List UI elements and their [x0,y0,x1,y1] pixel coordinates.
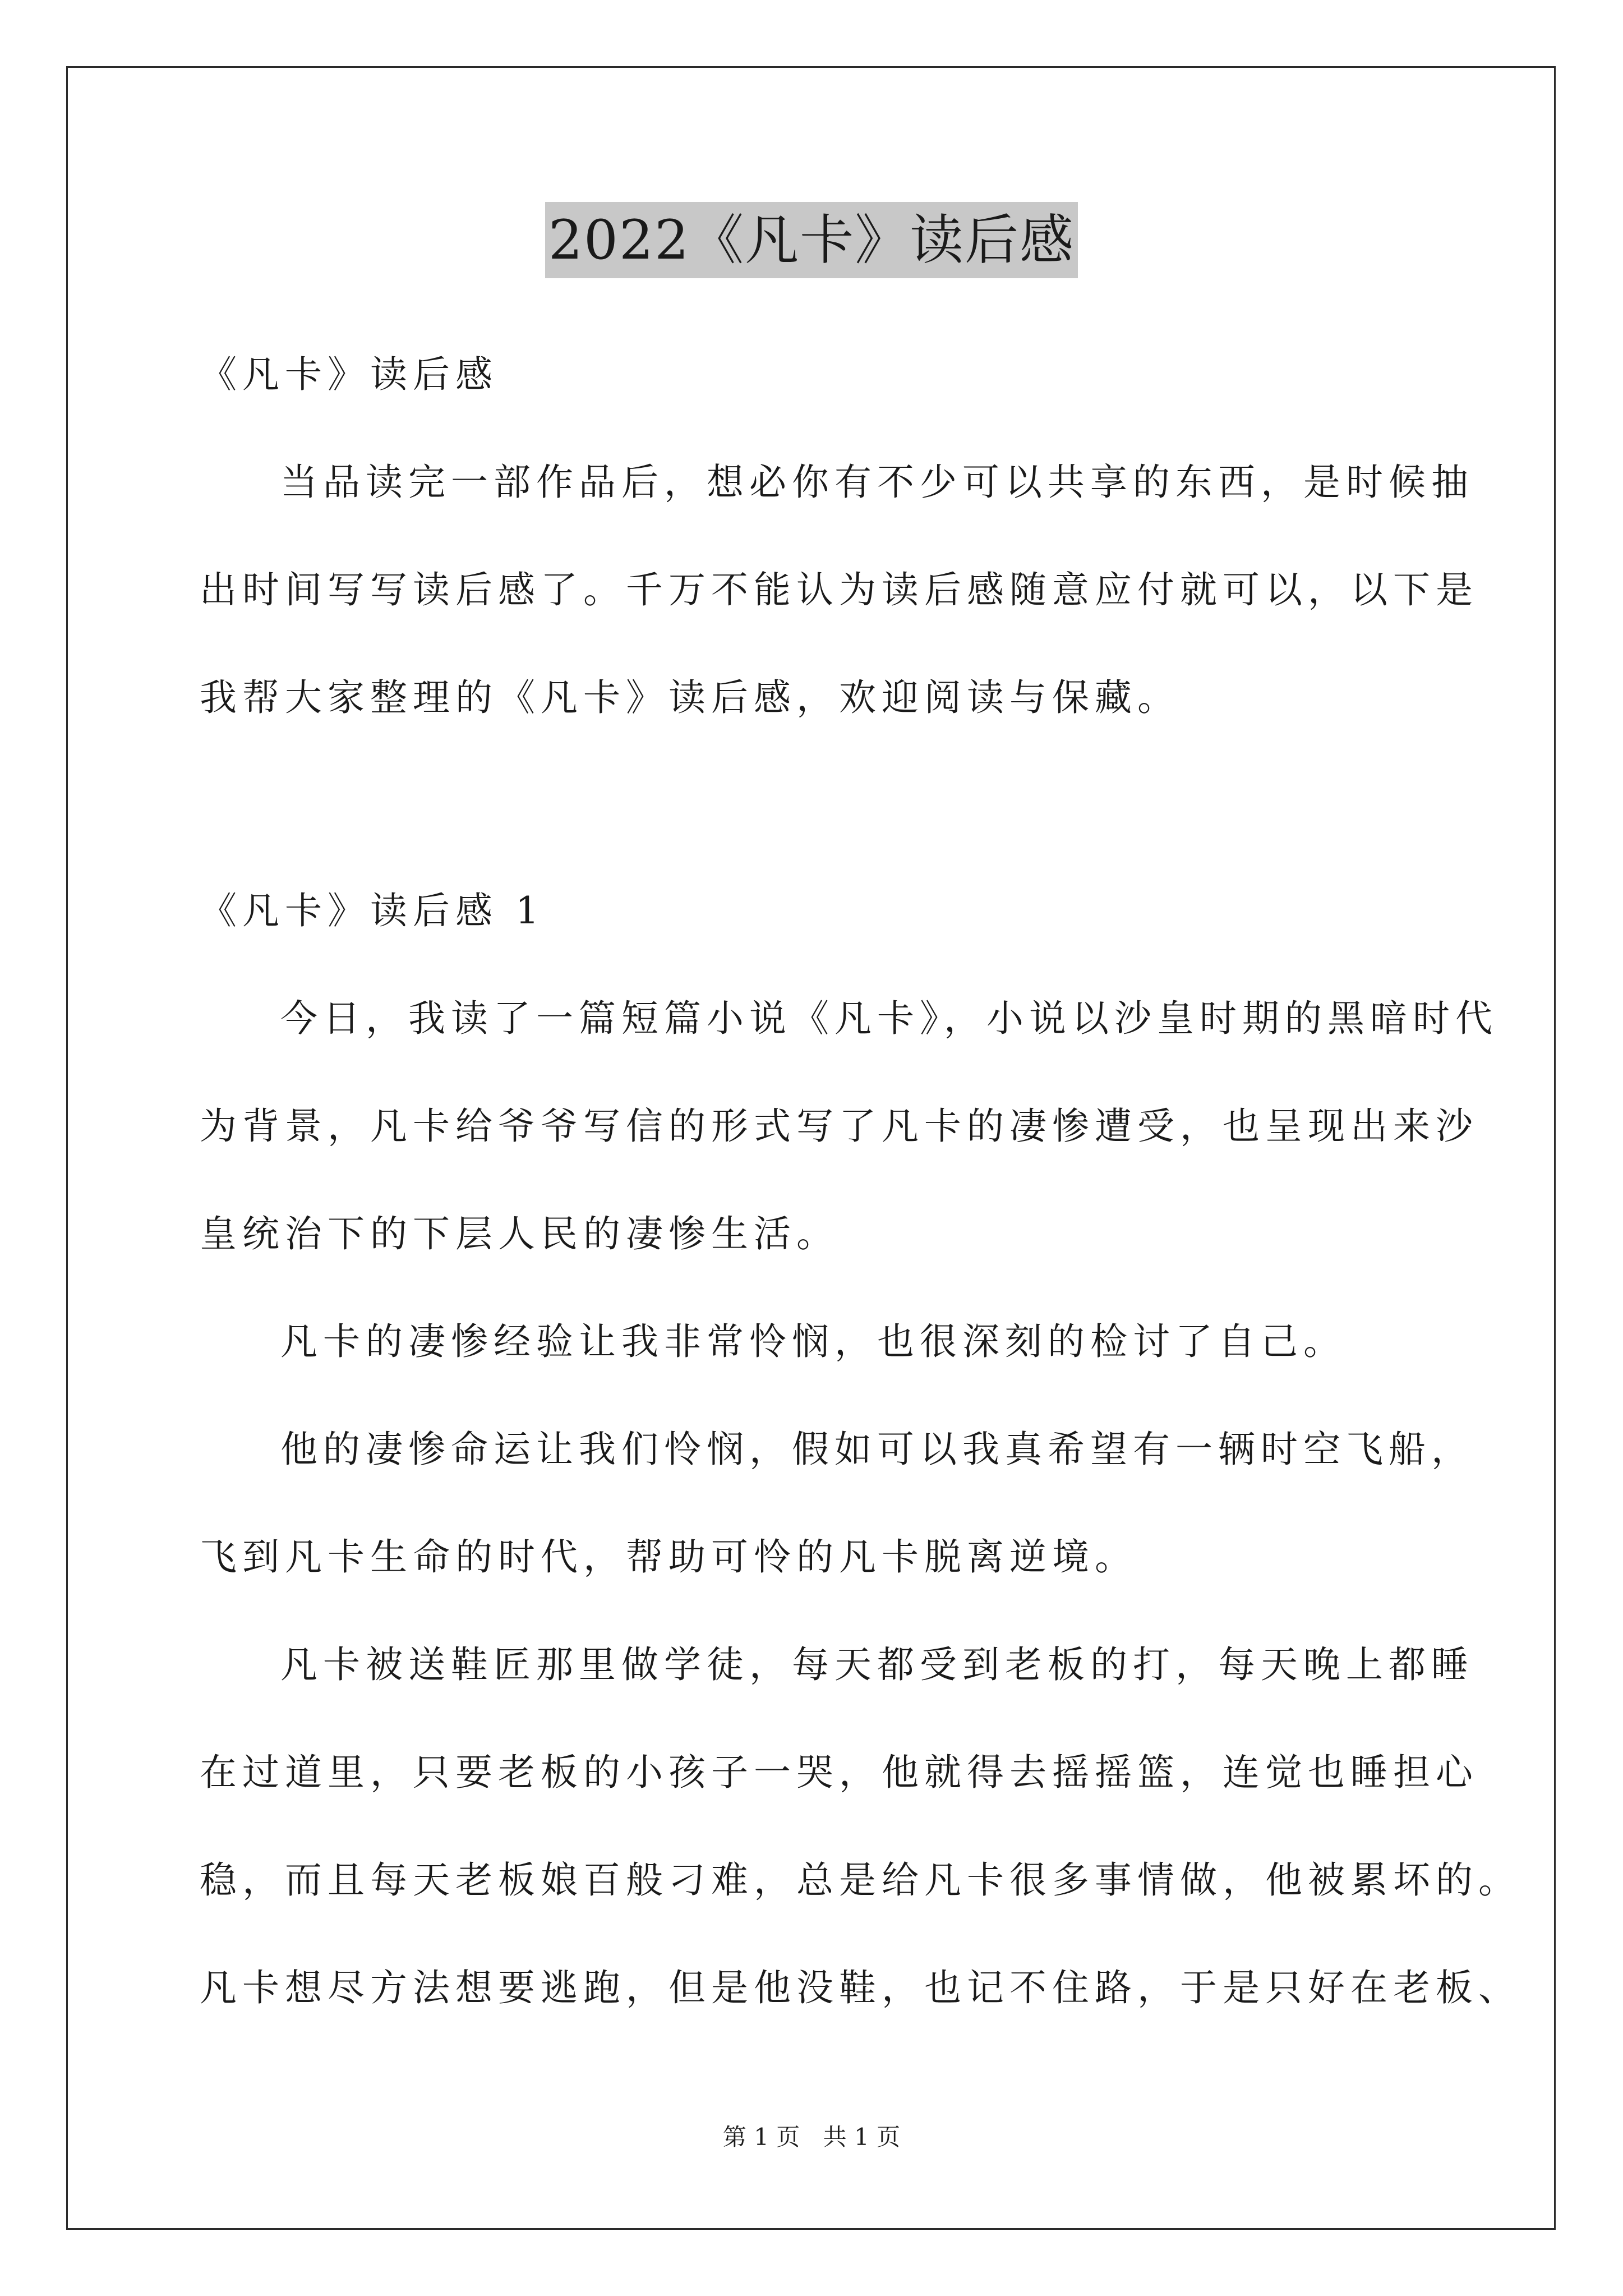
paragraph-line: 稳，而且每天老板娘百般刁难，总是给凡卡很多事情做，他被累坏的。 [200,1858,1521,1902]
paragraph-line: 皇统治下的下层人民的凄惨生活。 [200,1212,839,1255]
paragraph-line: 出时间写写读后感了。千万不能认为读后感随意应付就可以，以下是 [200,568,1478,611]
paragraph-line: 凡卡想尽方法想要逃跑，但是他没鞋，也记不住路，于是只好在老板、 [200,1966,1521,2009]
page-number: 第 1 页 [722,2123,800,2151]
document-title: 2022《凡卡》读后感 [545,202,1078,278]
paragraph-line: 在过道里，只要老板的小孩子一哭，他就得去摇摇篮，连觉也睡担心 [200,1751,1478,1794]
paragraph-line: 他的凄惨命运让我们怜悯，假如可以我真希望有一辆时空飞船， [280,1428,1474,1471]
title-container [0,202,1623,278]
paragraph-line: 凡卡的凄惨经验让我非常怜悯，也很深刻的检讨了自己。 [280,1320,1346,1363]
page-footer [0,2122,1623,2153]
paragraph-line: 今日，我读了一篇短篇小说《凡卡》，小说以沙皇时期的黑暗时代 [280,997,1498,1040]
paragraph-line: 凡卡被送鞋匠那里做学徒，每天都受到老板的打，每天晚上都睡 [280,1643,1474,1686]
paragraph-line: 当品读完一部作品后，想必你有不少可以共享的东西，是时候抽 [280,461,1474,504]
total-pages: 共 1 页 [823,2123,901,2151]
paragraph-line: 我帮大家整理的《凡卡》读后感，欢迎阅读与保藏。 [200,676,1180,719]
section-heading: 《凡卡》读后感 [200,353,498,396]
paragraph-line: 为背景，凡卡给爷爷写信的形式写了凡卡的凄惨遭受，也呈现出来沙 [200,1105,1478,1148]
paragraph-line: 飞到凡卡生命的时代，帮助可怜的凡卡脱离逆境。 [200,1535,1137,1579]
section-heading: 《凡卡》读后感 1 [200,889,545,932]
